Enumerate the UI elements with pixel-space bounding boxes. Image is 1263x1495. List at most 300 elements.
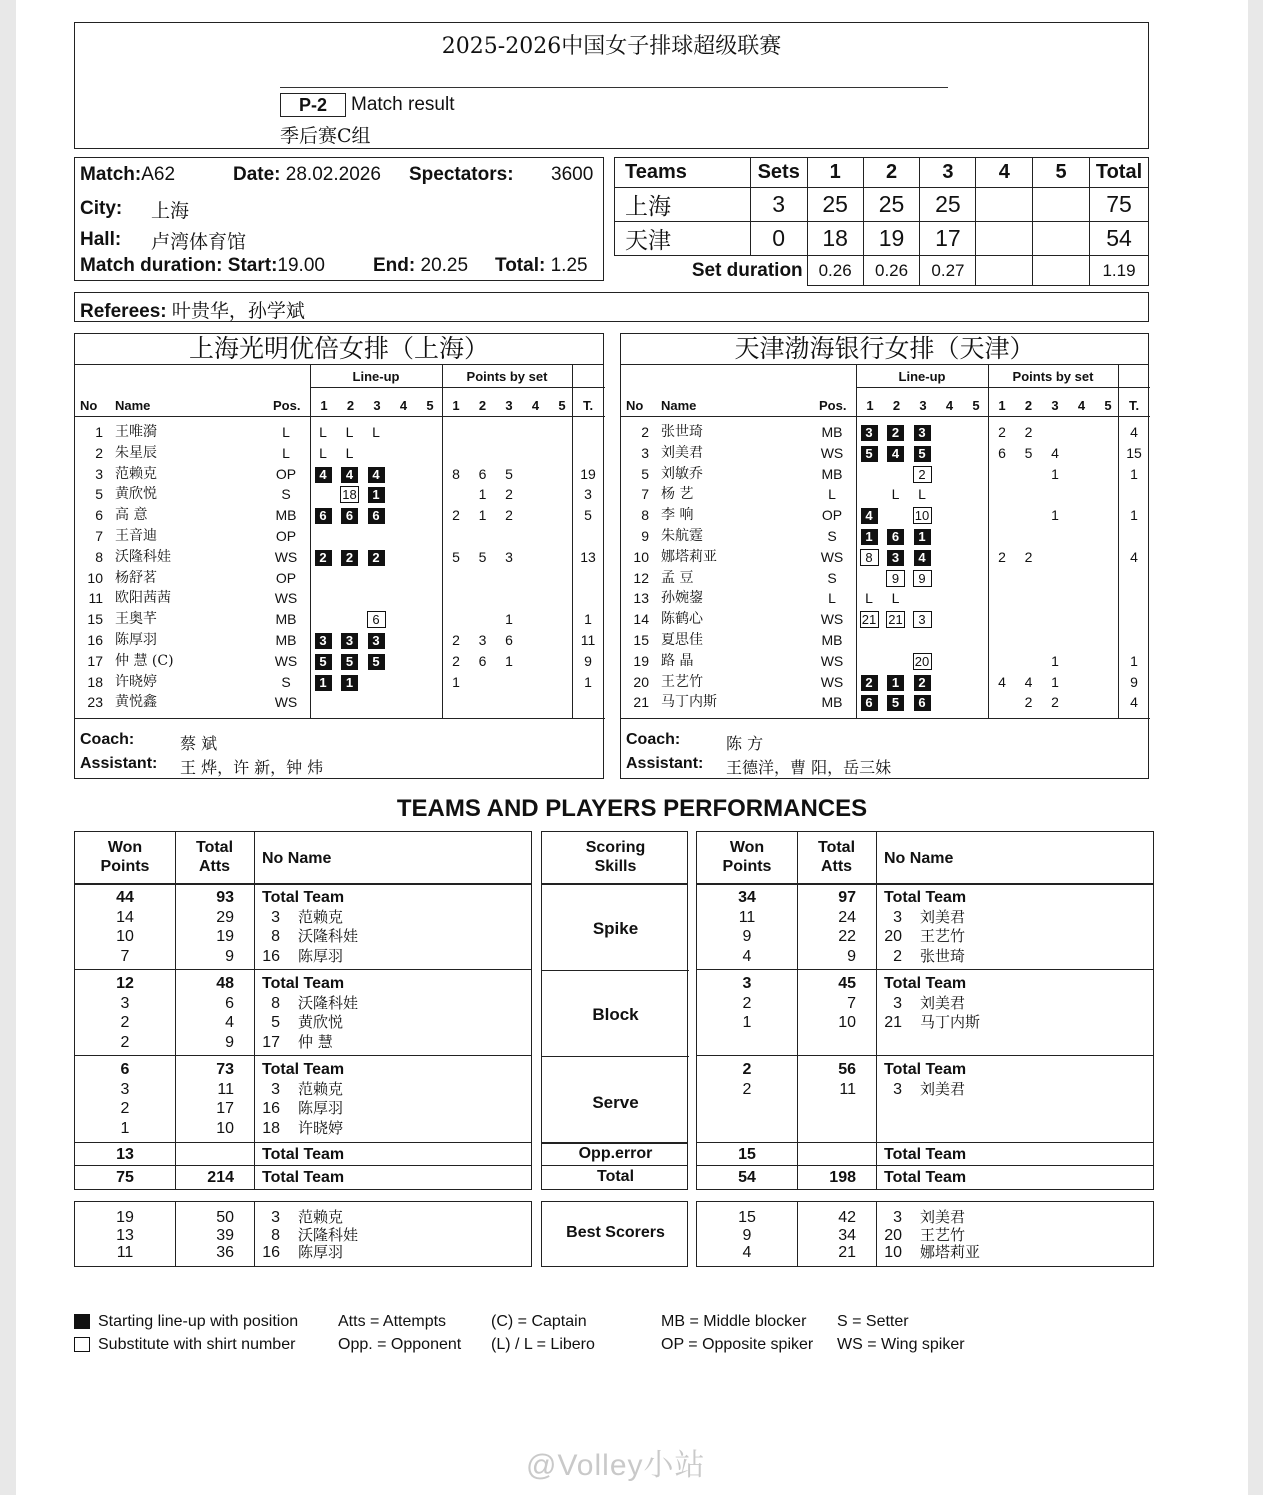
won-points: 1	[120, 1119, 130, 1137]
total-atts: 6	[225, 994, 234, 1012]
player-position: S	[827, 569, 837, 586]
player-position: MB	[821, 694, 843, 711]
skill-block	[696, 1055, 1154, 1143]
points-cell	[1045, 609, 1065, 630]
points-cell	[992, 464, 1012, 485]
team-label: Total Team	[884, 1169, 967, 1186]
player-name: 范赖克	[298, 1079, 344, 1098]
coach-label: Coach:	[626, 731, 681, 748]
no-header: No	[626, 398, 644, 413]
player-position: WS	[820, 652, 844, 669]
points-cell: 2	[1051, 694, 1059, 711]
lineup-cell	[884, 609, 908, 630]
legend-atts: Atts = Attempts	[338, 1313, 447, 1330]
player-name: 娜塔莉亚	[661, 548, 717, 565]
player-name: 朱星辰	[115, 444, 157, 461]
lineup-cell	[857, 547, 881, 568]
starting-position-badge: 5	[368, 654, 385, 670]
assistant-names: 王 烨，许 新，钟 炜	[180, 758, 324, 777]
points-cell	[1045, 630, 1065, 651]
player-position: OP	[821, 507, 843, 524]
player-number: 9	[641, 528, 649, 544]
points-total: 19	[580, 465, 596, 482]
skill-names	[541, 883, 688, 1144]
player-number: 12	[633, 569, 649, 586]
legend-mb: MB = Middle blocker	[661, 1313, 807, 1330]
match-no: A62	[141, 164, 176, 185]
points-cell: 2	[452, 632, 460, 648]
no-name-header: No Name	[262, 850, 332, 867]
player-name: 马丁内斯	[661, 694, 717, 711]
lineup-cell	[910, 547, 934, 568]
libero-mark: L	[319, 424, 327, 440]
team-label: Total Team	[262, 1146, 345, 1163]
player-position: MB	[275, 507, 297, 524]
player-no: 3	[271, 1209, 280, 1226]
points-cell	[1019, 609, 1039, 630]
player-name: 范赖克	[298, 907, 344, 926]
won-points: 44	[116, 889, 134, 906]
points-cell: 1	[452, 673, 460, 690]
legend-substitute: Substitute with shirt number	[98, 1336, 296, 1353]
score-header-cell: Sets	[750, 158, 807, 188]
divider	[254, 1143, 255, 1166]
summary-row-opp	[74, 1142, 532, 1166]
libero-mark: L	[345, 424, 354, 440]
player-number: 6	[95, 507, 103, 524]
points-cell	[1045, 484, 1065, 505]
roster-team-b	[620, 333, 1149, 779]
player-number: 16	[87, 632, 103, 648]
points-cell: 2	[1024, 694, 1033, 711]
player-no: 8	[271, 928, 280, 945]
won-points: 54	[738, 1169, 756, 1186]
won-points: 75	[116, 1169, 134, 1186]
lineup-header: Line-up	[898, 369, 946, 384]
points-total: 5	[584, 507, 592, 524]
set-header: 2	[478, 398, 487, 413]
starting-position-badge: 3	[887, 550, 904, 566]
lineup-cell	[338, 505, 362, 526]
player-name: Total Team	[262, 1061, 345, 1078]
skill-block	[74, 1055, 532, 1143]
set-header: 2	[346, 398, 355, 413]
player-name: 陈厚羽	[298, 946, 344, 965]
skill-header	[541, 831, 688, 885]
lineup-cell	[910, 484, 934, 505]
total-atts: 11	[839, 1080, 856, 1098]
score-header-cell: 1	[807, 158, 863, 188]
divider	[542, 1056, 689, 1057]
score-cell: 25	[920, 188, 976, 222]
scoring-skills-header: Scoring Skills	[585, 839, 646, 875]
player-name: 陈厚羽	[298, 1243, 344, 1261]
divider	[175, 1143, 176, 1166]
total-atts: 36	[216, 1244, 234, 1261]
points-cell: 4	[998, 673, 1006, 690]
total-atts-header: Total Atts	[817, 839, 856, 875]
player-name: 王艺竹	[920, 1225, 966, 1244]
total-atts: 45	[838, 975, 856, 992]
score-cell: 19	[863, 222, 920, 256]
player-position: L	[282, 444, 290, 461]
lineup-cell	[857, 505, 881, 526]
total-atts: 48	[216, 975, 234, 992]
set-duration-cell	[976, 256, 1033, 286]
player-number: 21	[633, 694, 649, 711]
points-total: 13	[580, 548, 596, 565]
points-cell: 5	[478, 548, 487, 565]
set-header: 4	[945, 398, 954, 413]
player-name: 黄欣悦	[115, 486, 157, 503]
player-no: 16	[262, 1244, 280, 1261]
end-label: End:	[373, 255, 416, 276]
name-header: Name	[115, 398, 151, 413]
filled-square-icon	[74, 1314, 90, 1329]
header-box	[74, 22, 1149, 149]
referees-names: 叶贵华，孙学斌	[171, 300, 305, 322]
header-divider	[621, 416, 1150, 417]
score-header-cell: 2	[863, 158, 920, 188]
divider	[542, 970, 689, 971]
skill-block	[696, 883, 1154, 970]
total-atts: 73	[216, 1061, 234, 1078]
team-label: Total Team	[884, 1146, 967, 1163]
duration-label: Match duration:	[80, 255, 223, 276]
player-name: 仲 慧 (C)	[115, 652, 174, 669]
no-name-header: No Name	[884, 850, 954, 867]
total-atts: 34	[838, 1226, 856, 1244]
points-total	[573, 422, 603, 443]
score-header-cell: Teams	[615, 158, 751, 188]
player-position: S	[281, 673, 291, 690]
total-atts: 7	[847, 994, 856, 1012]
opp-error-label: Opp.error	[578, 1145, 653, 1162]
points-cell	[473, 672, 493, 693]
points-cell	[1045, 588, 1065, 609]
points-cell: 1	[505, 652, 513, 669]
substitute-badge: 2	[913, 466, 932, 483]
substitute-badge: 3	[913, 611, 932, 628]
legend-setter: S = Setter	[837, 1313, 909, 1330]
player-name: 王唯漪	[115, 424, 157, 440]
points-total	[573, 588, 603, 609]
player-no: 8	[271, 994, 280, 1012]
player-number: 1	[95, 424, 103, 440]
starting-position-badge: 2	[341, 550, 358, 566]
player-position: MB	[275, 632, 297, 648]
lineup-cell	[364, 464, 388, 485]
total-atts: 50	[216, 1209, 234, 1226]
player-no: 20	[884, 1226, 902, 1244]
name-header: Name	[661, 398, 697, 413]
lineup-cell	[884, 422, 908, 443]
libero-mark: L	[345, 444, 354, 461]
points-cell: 2	[998, 548, 1006, 565]
best-scorers	[74, 1201, 532, 1267]
player-number: 15	[633, 632, 649, 648]
lineup-cell	[884, 692, 908, 713]
lineup-cell	[884, 484, 908, 505]
total-atts: 93	[216, 889, 234, 906]
player-position: MB	[821, 465, 843, 482]
skill-name: Spike	[592, 919, 639, 938]
player-no: 20	[884, 928, 902, 945]
header-divider	[310, 387, 605, 388]
points-total	[1119, 484, 1149, 505]
opp-error-skill	[541, 1142, 688, 1166]
set-header: 4	[399, 398, 408, 413]
points-cell	[499, 692, 519, 713]
legend-starting: Starting line-up with position	[98, 1313, 299, 1330]
starting-position-badge: 4	[368, 467, 385, 483]
points-cell: 4	[1051, 444, 1059, 461]
player-name: 王奥芊	[115, 611, 157, 628]
lineup-cell	[364, 422, 388, 443]
points-cell	[1019, 588, 1039, 609]
player-name: 娜塔莉亚	[920, 1243, 981, 1261]
substitute-badge: 18	[340, 486, 359, 503]
lineup-cell	[910, 692, 934, 713]
substitute-badge: 9	[913, 570, 932, 587]
divider	[876, 1143, 877, 1166]
points-total: 15	[1126, 444, 1142, 461]
player-name: 孟 豆	[661, 569, 694, 586]
lineup-cell	[311, 547, 335, 568]
divider	[254, 1166, 255, 1190]
points-cell	[499, 588, 519, 609]
starting-position-badge: 6	[861, 695, 878, 711]
points-cell: 6	[998, 444, 1006, 461]
points-cell	[446, 588, 466, 609]
lineup-cell	[884, 672, 908, 693]
player-number: 13	[633, 590, 649, 607]
points-header: Points by set	[1012, 369, 1094, 384]
lineup-cell	[311, 443, 335, 464]
points-cell	[1045, 422, 1065, 443]
set-header: 1	[320, 398, 328, 413]
player-number: 5	[95, 486, 103, 503]
player-number: 3	[95, 465, 103, 482]
player-name: 欧阳茜茜	[115, 590, 171, 607]
total-atts: 9	[225, 1033, 234, 1051]
won-points: 11	[116, 1244, 134, 1261]
points-cell	[1019, 484, 1039, 505]
points-cell: 5	[1024, 444, 1033, 461]
team-title: 上海光明优倍女排（上海）	[75, 334, 603, 365]
points-total: 4	[1130, 424, 1138, 440]
libero-mark: L	[891, 486, 900, 503]
won-points: 2	[742, 1080, 752, 1098]
points-cell: 6	[505, 632, 513, 648]
player-name: 范赖克	[115, 465, 157, 482]
footer-divider	[75, 718, 605, 719]
player-name: 杨舒茗	[115, 569, 157, 586]
points-total: 1	[1130, 507, 1138, 524]
player-name: 刘美君	[920, 907, 966, 926]
player-name: 王音迪	[115, 528, 157, 544]
starting-position-badge: 3	[368, 633, 385, 649]
total-atts: 214	[207, 1169, 234, 1186]
points-total: 1	[584, 611, 592, 628]
starting-position-badge: 2	[887, 425, 904, 441]
points-total: 1	[1130, 465, 1138, 482]
points-header: Points by set	[466, 369, 548, 384]
set-duration-cell: 0.26	[863, 256, 920, 286]
set-header: 1	[866, 398, 874, 413]
score-cell: 75	[1090, 188, 1149, 222]
player-position: WS	[274, 652, 298, 669]
starting-position-badge: 1	[914, 529, 931, 545]
player-name: 马丁内斯	[920, 1013, 981, 1031]
divider	[254, 832, 255, 884]
player-name: 刘美君	[920, 993, 966, 1012]
score-cell: 17	[920, 222, 976, 256]
points-cell: 4	[1024, 673, 1033, 690]
lineup-cell	[857, 526, 881, 547]
won-points: 9	[742, 928, 752, 945]
lineup-cell	[884, 526, 908, 547]
best-scorers-label: Best Scorers	[566, 1224, 665, 1241]
player-number: 7	[95, 528, 103, 544]
player-number: 18	[87, 673, 103, 690]
points-total	[1119, 630, 1149, 651]
points-cell: 2	[1024, 548, 1033, 565]
starting-position-badge: 5	[914, 446, 931, 462]
won-points: 3	[120, 1080, 130, 1098]
points-total: 1	[1130, 652, 1138, 669]
player-name: 张世琦	[920, 946, 966, 965]
set-duration-cell: 0.26	[807, 256, 863, 286]
player-position: MB	[821, 424, 843, 440]
skill-block	[74, 883, 532, 970]
skill-name: Block	[592, 1005, 639, 1024]
player-name: 陈厚羽	[298, 1099, 344, 1117]
substitute-badge: 10	[913, 507, 932, 524]
points-cell	[446, 484, 466, 505]
won-points: 6	[120, 1061, 130, 1078]
starting-position-badge: 4	[315, 467, 332, 483]
empty-square-icon	[74, 1337, 90, 1352]
player-position: WS	[274, 694, 298, 711]
player-name: 王艺竹	[920, 927, 966, 945]
player-position: OP	[275, 465, 297, 482]
starting-position-badge: 5	[887, 695, 904, 711]
lineup-cell	[910, 443, 934, 464]
date-value: 28.02.2026	[285, 164, 381, 185]
total-header: T.	[582, 398, 594, 413]
player-no: 3	[893, 1080, 902, 1098]
pos-header: Pos.	[819, 398, 847, 413]
perf-header	[74, 831, 532, 885]
starting-position-badge: 1	[341, 675, 358, 691]
points-cell: 2	[452, 507, 460, 524]
player-number: 17	[87, 652, 103, 669]
libero-mark: L	[319, 444, 327, 461]
lineup-cell	[910, 568, 934, 589]
player-no: 3	[893, 1209, 902, 1226]
player-number: 11	[88, 590, 103, 607]
player-no: 3	[893, 908, 902, 926]
lineup-cell	[311, 464, 335, 485]
player-name: 张世琦	[661, 424, 703, 440]
city-label: City:	[80, 198, 123, 219]
column-divider	[442, 364, 443, 718]
player-name: 许晓婷	[115, 673, 157, 690]
player-number: 8	[95, 548, 103, 565]
total-atts: 97	[838, 889, 856, 906]
points-total	[1119, 588, 1149, 609]
points-cell	[499, 526, 519, 547]
performance-title: TEAMS AND PLAYERS PERFORMANCES	[396, 795, 868, 822]
start-label: Start:	[227, 255, 278, 276]
won-points: 2	[120, 1100, 130, 1117]
won-points: 10	[116, 928, 134, 945]
total-atts: 10	[216, 1119, 234, 1137]
lineup-cell	[338, 443, 362, 464]
total-atts: 10	[838, 1014, 856, 1031]
points-cell: 6	[478, 652, 487, 669]
player-no: 16	[262, 947, 280, 965]
lineup-cell	[311, 651, 335, 672]
end-value: 20.25	[420, 255, 469, 276]
header-divider	[856, 387, 1150, 388]
points-total	[573, 443, 603, 464]
lineup-cell	[311, 672, 335, 693]
lineup-cell	[364, 609, 388, 630]
set-header: 3	[373, 398, 381, 413]
set-header: 1	[998, 398, 1006, 413]
points-cell	[473, 526, 493, 547]
score-cell: 18	[807, 222, 863, 256]
substitute-badge: 21	[860, 611, 879, 628]
doc-code: P-2	[280, 93, 346, 117]
won-points: 12	[116, 975, 134, 992]
total-atts: 9	[225, 947, 234, 965]
player-no: 2	[893, 947, 902, 965]
starting-position-badge: 5	[315, 654, 332, 670]
coach-name: 陈 方	[726, 734, 764, 753]
points-cell: 1	[478, 486, 487, 503]
lineup-cell	[910, 609, 934, 630]
player-no: 10	[884, 1244, 902, 1261]
footer-divider	[621, 718, 1150, 719]
points-cell: 1	[1051, 652, 1059, 669]
total-atts: 4	[225, 1014, 234, 1031]
player-position: L	[828, 590, 836, 607]
player-position: WS	[820, 673, 844, 690]
legend-libero: (L) / L = Libero	[491, 1336, 595, 1353]
roster-team-a	[74, 333, 604, 779]
starting-position-badge: 5	[341, 654, 358, 670]
starting-position-badge: 4	[341, 467, 358, 483]
player-number: 2	[95, 444, 103, 461]
team-name-cell: 天津	[615, 222, 751, 256]
total-atts: 9	[847, 947, 856, 965]
header-divider	[75, 416, 605, 417]
points-cell	[1019, 526, 1039, 547]
starting-position-badge: 2	[914, 675, 931, 691]
page-title: 2025-2026中国女子排球超级联赛	[441, 34, 782, 59]
player-number: 15	[87, 611, 103, 628]
lineup-cell	[884, 568, 908, 589]
player-name: 陈厚羽	[115, 632, 157, 648]
player-position: WS	[274, 590, 298, 607]
lineup-cell	[910, 526, 934, 547]
lineup-cell	[338, 672, 362, 693]
points-cell: 1	[1051, 507, 1059, 524]
points-cell: 2	[505, 486, 513, 503]
